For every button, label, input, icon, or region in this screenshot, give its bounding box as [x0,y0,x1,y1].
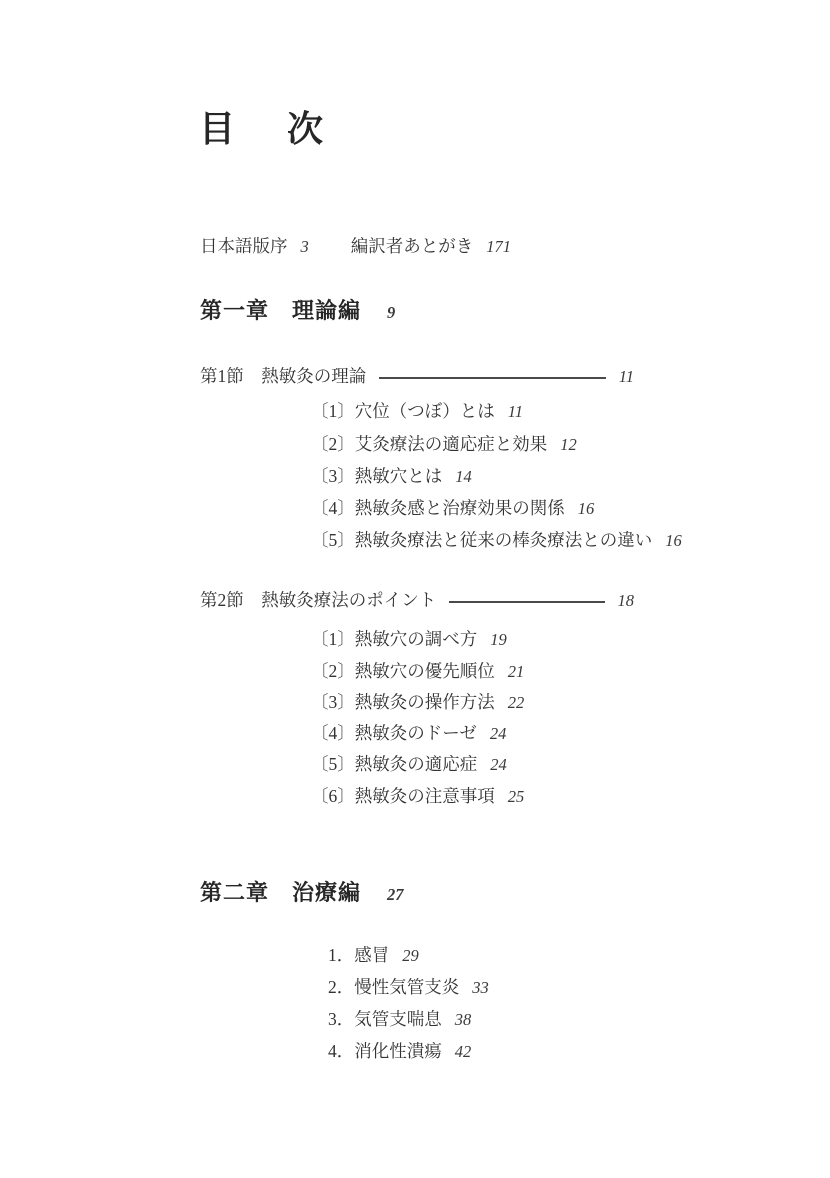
toc-item [328,1041,471,1063]
toc-item-label: 〔3〕熱敏穴とは [311,466,443,486]
chapter2-heading [200,879,404,907]
toc-item-page: 24 [489,724,507,743]
toc-item-label: 4．消化性潰瘍 [328,1041,442,1061]
toc-item-page: 16 [577,499,595,518]
toc-item-label: 2．慢性気管支炎 [328,977,460,997]
front-matter-page-1: 3 [300,237,309,256]
page-title-char-right: 次 [287,108,324,149]
toc-item-label: 3．気管支喘息 [328,1009,442,1029]
toc-item [311,723,506,745]
leader-line [449,601,604,603]
toc-item-label: 〔6〕熱敏灸の注意事項 [311,786,495,806]
toc-item [311,530,682,552]
toc-item-label: 〔5〕熱敏灸の適応症 [311,754,478,774]
section2-row [200,590,634,612]
toc-item-label: 〔2〕熱敏穴の優先順位 [311,661,495,681]
chapter2-heading-label: 第二章 治療編 [200,880,362,905]
toc-item-label: 〔1〕穴位（つぼ）とは [311,401,495,421]
chapter2-page: 27 [387,885,404,904]
toc-item-page: 29 [402,946,419,965]
toc-item-label: 〔5〕熱敏灸療法と従来の棒灸療法との違い [311,530,653,550]
toc-item [311,466,472,488]
toc-item-page: 22 [507,693,525,712]
toc-item [328,977,489,999]
toc-item [311,661,524,683]
page-title [199,106,323,151]
toc-item [311,498,594,520]
toc-item-page: 11 [507,402,524,421]
toc-item-page: 25 [507,787,525,806]
toc-item-page: 21 [507,662,525,681]
front-matter-row [200,236,511,258]
leader-line [379,377,605,379]
toc-item [328,1009,471,1031]
toc-item [311,629,507,651]
section2-page: 18 [617,590,634,610]
chapter1-page: 9 [387,303,396,322]
toc-item-label: 〔3〕熱敏灸の操作方法 [311,692,495,712]
toc-item [311,754,507,776]
toc-item-page: 42 [454,1042,472,1061]
front-matter-label-2: 編訳者あとがき [350,236,474,256]
toc-item [311,401,523,423]
toc-item-page: 19 [490,630,507,649]
toc-item-page: 12 [560,435,577,454]
toc-item-label: 〔1〕熱敏穴の調べ方 [311,629,478,649]
toc-item-page: 16 [665,531,682,550]
page-title-char-left: 目 [199,108,236,149]
section2-title: 第2節 熱敏灸療法のポイント [200,590,437,610]
toc-item-label: 〔4〕熱敏灸感と治療効果の関係 [311,498,565,518]
toc-item-label: 1．感冒 [328,945,390,965]
toc-item [311,786,524,808]
toc-item-page: 38 [454,1010,472,1029]
toc-item-page: 24 [490,755,507,774]
toc-item [311,692,524,714]
section1-title: 第1節 熱敏灸の理論 [200,366,367,386]
front-matter-label-1: 日本語版序 [200,236,288,256]
toc-item-page: 33 [472,978,489,997]
toc-item-label: 〔2〕艾灸療法の適応症と効果 [311,434,548,454]
toc-item [311,434,577,456]
toc-item [328,945,419,967]
toc-item-page: 14 [455,467,472,486]
chapter1-heading-label: 第一章 理論編 [200,298,362,323]
toc-item-label: 〔4〕熱敏灸のドーゼ [311,723,477,743]
chapter1-heading [200,297,395,325]
front-matter-page-2: 171 [486,237,511,256]
section1-row [200,366,634,388]
section1-page: 11 [618,366,634,386]
